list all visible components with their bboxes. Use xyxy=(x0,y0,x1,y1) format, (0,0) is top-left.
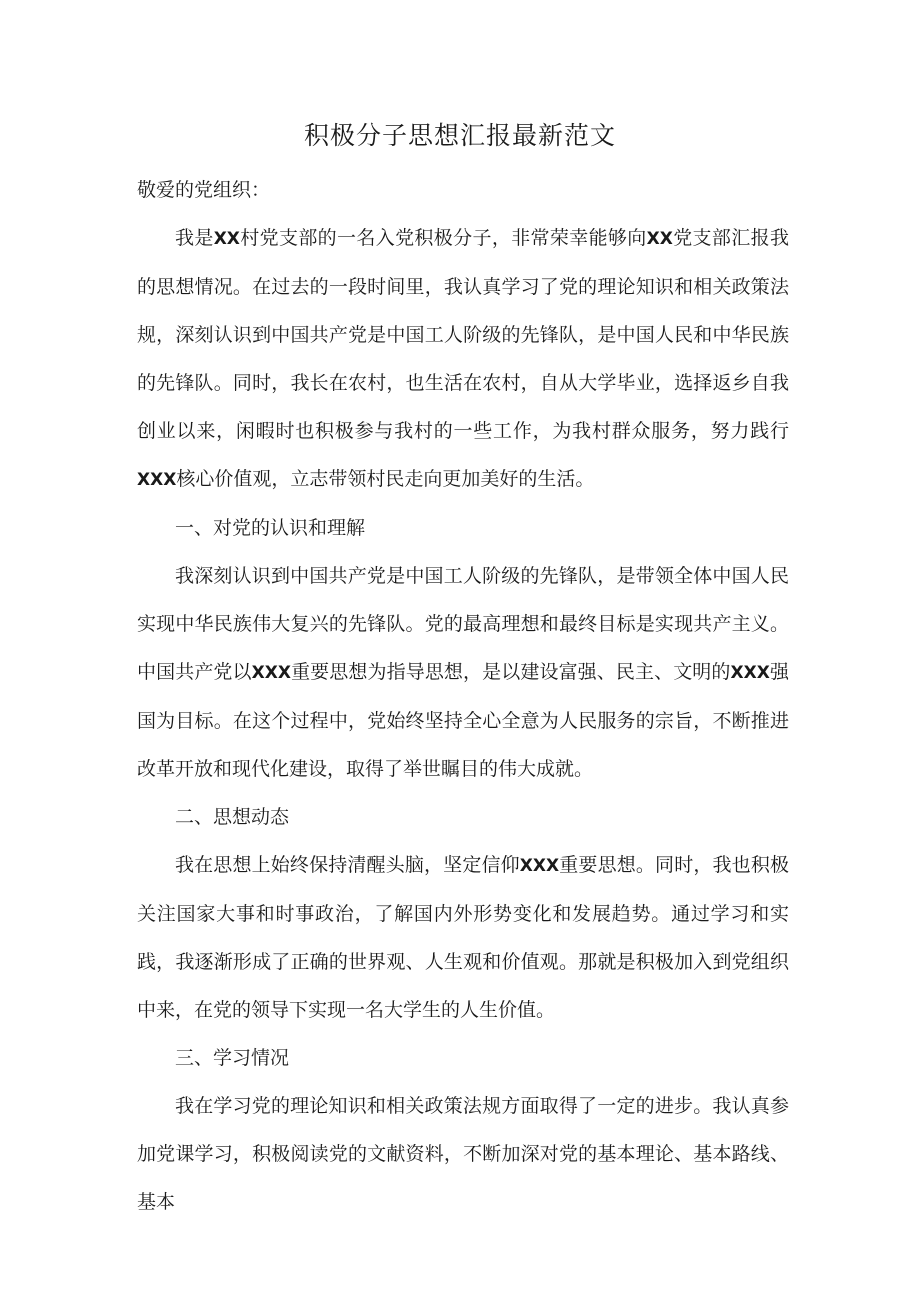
section-paragraph-study: 我在学习党的理论知识和相关政策法规方面取得了一定的进步。我认真参加党课学习，积极阅读党的文献资料，不断加深对党的基本理论、基本路线、基本 xyxy=(137,1095,789,1213)
section-heading-understanding: 一、对党的认识和理解 xyxy=(175,517,366,539)
salutation: 敬爱的党组织： xyxy=(137,179,271,201)
document-title: 积极分子思想汇报最新范文 xyxy=(303,121,616,150)
section-heading-study: 三、学习情况 xyxy=(175,1047,290,1069)
section-paragraph-understanding: 我深刻认识到中国共产党是中国工人阶级的先锋队，是带领全体中国人民实现中华民族伟大复兴的先锋队。党的最高理想和最终目标是实现共产主义。中国共产党以XXX重要思想为指导思想，是以建设富强、民主、文明的XXX强国为目标。在这个过程中，党始终坚持全心全意为人民服务的宗旨，不断推进改革开放和现代化建设，取得了举世瞩目的伟大成就。 xyxy=(137,565,789,780)
section-paragraph-thoughts: 我在思想上始终保持清醒头脑，坚定信仰XXX重要思想。同时，我也积极关注国家大事和时事政治，了解国内外形势变化和发展趋势。通过学习和实践，我逐渐形成了正确的世界观、人生观和价值观。那就是积极加入到党组织中来，在党的领导下实现一名大学生的人生价值。 xyxy=(137,854,789,1021)
section-heading-thoughts: 二、思想动态 xyxy=(175,806,290,828)
document-body xyxy=(137,166,789,1226)
intro-paragraph: 我是XX村党支部的一名入党积极分子，非常荣幸能够向XX党支部汇报我的思想情况。在过去的一段时间里，我认真学习了党的理论知识和相关政策法规，深刻认识到中国共产党是中国工人阶级的先锋队，是中国人民和中华民族的先锋队。同时，我长在农村，也生活在农村，自从大学毕业，选择返乡自我创业以来，闲暇时也积极参与我村的一些工作，为我村群众服务，努力践行XXX核心价值观，立志带领村民走向更加美好的生活。 xyxy=(137,227,789,490)
